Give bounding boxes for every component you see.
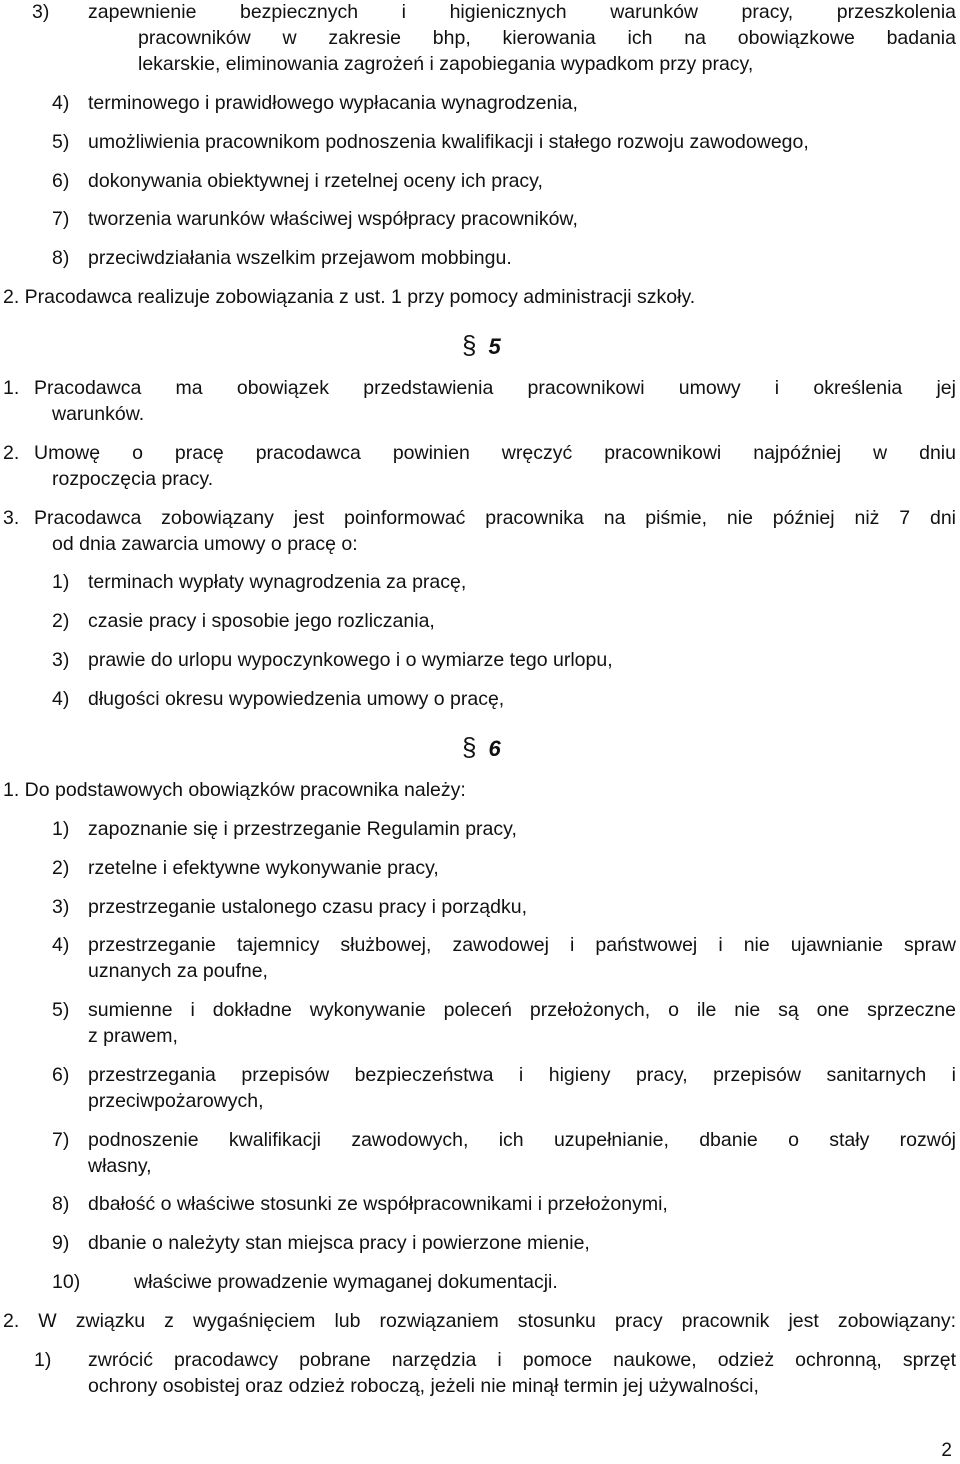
list-item-number: 8) (52, 1193, 70, 1215)
paragraph-text: 1. Do podstawowych obowiązków pracownika należy: (3, 779, 466, 801)
list-item-number: 9) (52, 1232, 70, 1254)
list-item-text: przeciwdziałania wszelkim przejawom mobbingu. (88, 247, 512, 269)
list-item-text: prawie do urlopu wypoczynkowego i o wymiarze tego urlopu, (88, 649, 613, 671)
list-item-text: ochrony osobistej oraz odzież roboczą, jeżeli nie minął termin jej używalności, (88, 1375, 759, 1397)
list-item-number: 4) (52, 688, 70, 710)
list-item-text: przestrzeganie tajemnicy służbowej, zawodowej i państwowej i nie ujawnianie spraw (88, 934, 956, 956)
list-item-text: dbanie o należyty stan miejsca pracy i powierzone mienie, (88, 1232, 590, 1254)
list-item-text: zapewnienie bezpiecznych i higienicznych warunków pracy, przeszkolenia (88, 1, 956, 23)
list-item-number: 3) (32, 1, 50, 23)
list-item-number: 1) (34, 1349, 52, 1371)
list-item-text: z prawem, (88, 1025, 178, 1047)
list-item-number: 3) (52, 896, 70, 918)
paragraph-text: od dnia zawarcia umowy o pracę o: (52, 533, 358, 555)
list-item-text: umożliwienia pracownikom podnoszenia kwalifikacji i stałego rozwoju zawodowego, (88, 131, 809, 153)
list-item-number: 10) (52, 1271, 81, 1293)
list-item-number: 7) (52, 208, 70, 230)
section-symbol: § (462, 732, 477, 762)
list-item-text: sumienne i dokładne wykonywanie poleceń przełożonych, o ile nie są one sprzeczne (88, 999, 956, 1021)
list-item-text: uznanych za poufne, (88, 960, 268, 982)
section-symbol: § (462, 330, 477, 360)
paragraph-text: Umowę o pracę pracodawca powinien wręczyć pracownikowi najpóźniej w dniu (34, 442, 956, 464)
list-item-text: przestrzeganie ustalonego czasu pracy i porządku, (88, 896, 527, 918)
list-item-text: własny, (88, 1155, 152, 1177)
list-item-number: 6) (52, 170, 70, 192)
list-item-number: 5) (52, 999, 70, 1021)
paragraph-number: 2. (3, 442, 20, 464)
paragraph-text: Pracodawca zobowiązany jest poinformować pracownika na piśmie, nie później niż 7 dni (34, 507, 956, 529)
list-item-number: 7) (52, 1129, 70, 1151)
list-item-text: tworzenia warunków właściwej współpracy pracowników, (88, 208, 578, 230)
paragraph-number: 3. (3, 507, 20, 529)
list-item-text: czasie pracy i sposobie jego rozliczania, (88, 610, 435, 632)
list-item-number: 1) (52, 818, 70, 840)
list-item-text: dokonywania obiektywnej i rzetelnej oceny ich pracy, (88, 170, 543, 192)
list-item-text: zwrócić pracodawcy pobrane narzędzia i pomoce naukowe, odzież ochronną, sprzęt (88, 1349, 956, 1371)
list-item-number: 5) (52, 131, 70, 153)
section-heading-6 (462, 732, 501, 763)
list-item-text: terminach wypłaty wynagrodzenia za pracę, (88, 571, 467, 593)
paragraph-text: rozpoczęcia pracy. (52, 468, 214, 490)
list-item-number: 3) (52, 649, 70, 671)
paragraph-number: 1. (3, 377, 20, 399)
list-item-text: terminowego i prawidłowego wypłacania wynagrodzenia, (88, 92, 578, 114)
section-number: 5 (488, 334, 501, 359)
list-item-number: 4) (52, 92, 70, 114)
list-item-number: 6) (52, 1064, 70, 1086)
section-heading-5 (462, 330, 501, 361)
list-item-number: 8) (52, 247, 70, 269)
paragraph-2: 2. Pracodawca realizuje zobowiązania z ust. 1 przy pomocy administracji szkoły. (3, 286, 696, 308)
list-item-text: przestrzegania przepisów bezpieczeństwa i higieny pracy, przepisów sanitarnych i (88, 1064, 956, 1086)
section-number: 6 (488, 736, 501, 761)
list-item-number: 2) (52, 857, 70, 879)
list-item-number: 4) (52, 934, 70, 956)
list-item-text: dbałość o właściwe stosunki ze współpracownikami i przełożonymi, (88, 1193, 668, 1215)
list-item-text: przeciwpożarowych, (88, 1090, 264, 1112)
paragraph-text: 2. W związku z wygaśnięciem lub rozwiązaniem stosunku pracy pracownik jest zobowiązany: (3, 1310, 956, 1332)
list-item-text: lekarskie, eliminowania zagrożeń i zapobiegania wypadkom przy pracy, (138, 53, 754, 75)
list-item-text: zapoznanie się i przestrzeganie Regulamin pracy, (88, 818, 517, 840)
list-item-text: długości okresu wypowiedzenia umowy o pracę, (88, 688, 505, 710)
list-item-text: właściwe prowadzenie wymaganej dokumentacji. (134, 1271, 558, 1293)
paragraph-text: Pracodawca ma obowiązek przedstawienia pracownikowi umowy i określenia jej (34, 377, 956, 399)
list-item-text: pracowników w zakresie bhp, kierowania ich na obowiązkowe badania (138, 27, 956, 49)
list-item-number: 2) (52, 610, 70, 632)
list-item-number: 1) (52, 571, 70, 593)
page-number: 2 (941, 1440, 952, 1461)
list-item-text: podnoszenie kwalifikacji zawodowych, ich uzupełnianie, dbanie o stały rozwój (88, 1129, 956, 1151)
paragraph-text: warunków. (52, 403, 145, 425)
list-item-text: rzetelne i efektywne wykonywanie pracy, (88, 857, 439, 879)
